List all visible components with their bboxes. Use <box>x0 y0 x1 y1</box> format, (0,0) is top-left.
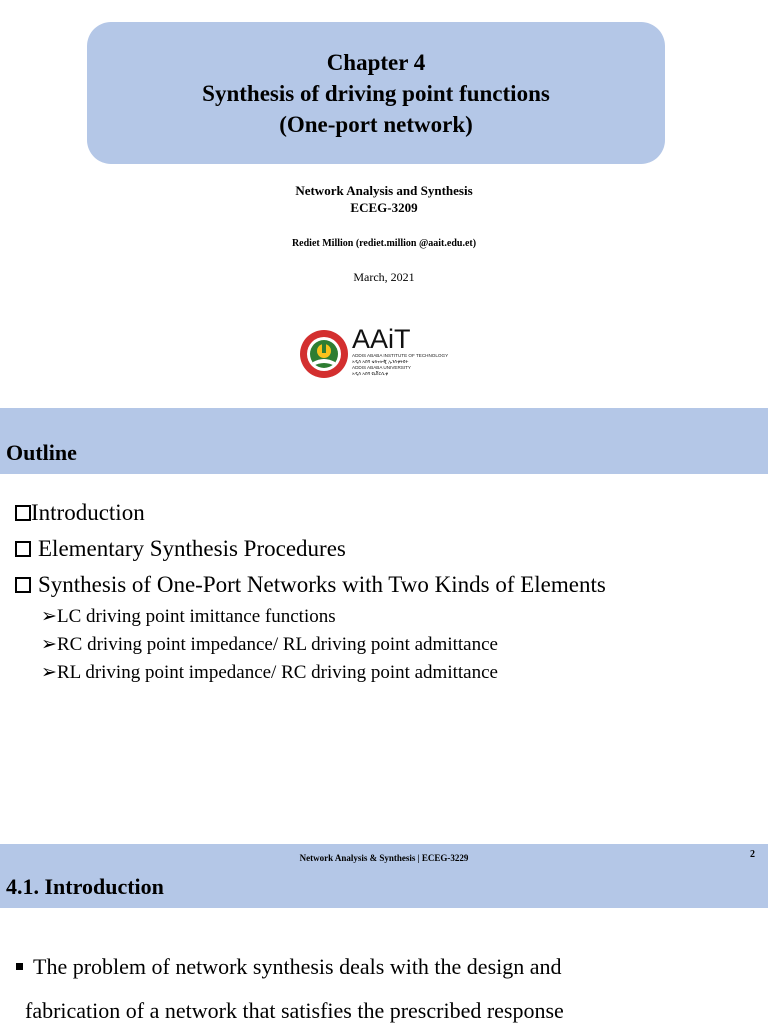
sub-list-item <box>15 603 765 631</box>
square-bullet-icon <box>16 963 23 970</box>
aait-logo <box>299 325 449 385</box>
logo-line: አዲስ አበባ ቴክኖሎጂ ኢንስቲትዩት <box>352 359 409 364</box>
outline-heading: Outline <box>6 440 77 465</box>
arrow-bullet-icon: ➢ <box>41 662 57 683</box>
sub-list-item <box>15 631 765 659</box>
author: Rediet Million (rediet.million @aait.edu.et) <box>291 238 477 249</box>
sub-list-item-label: RC driving point impedance/ RL driving point admittance <box>57 634 498 655</box>
introduction-heading: 4.1. Introduction <box>6 874 164 899</box>
introduction-header-bar <box>0 868 768 908</box>
logo-line: አዲስ አበባ ዩኒቨርሲቲ <box>352 371 388 376</box>
chapter-subtitle: (One-port network) <box>279 111 473 137</box>
checkbox-bullet-icon <box>15 541 31 557</box>
university-emblem-icon <box>299 329 349 379</box>
list-item <box>15 531 765 567</box>
arrow-bullet-icon: ➢ <box>41 606 57 627</box>
footer-text: Network Analysis & Synthesis | ECEG-3229 <box>299 853 469 863</box>
sub-list-item <box>15 659 765 687</box>
chapter-label: Chapter 4 <box>326 49 426 75</box>
chapter-title: Synthesis of driving point functions <box>202 80 550 106</box>
logo-name: AAiT <box>352 324 411 354</box>
outline-header-bar <box>0 408 768 474</box>
outline-list <box>15 495 765 687</box>
logo-text <box>352 325 448 377</box>
course-code: ECEG-3209 <box>350 200 418 215</box>
checkbox-bullet-icon <box>15 577 31 593</box>
sub-list-item-label: RL driving point impedance/ RC driving point admittance <box>57 662 498 683</box>
list-item <box>15 567 765 603</box>
introduction-paragraph <box>16 945 756 1033</box>
date: March, 2021 <box>353 270 415 284</box>
paragraph-text: The problem of network synthesis deals with the design and <box>33 954 562 979</box>
page-number: 2 <box>750 849 755 860</box>
logo-line: ADDIS ABABA UNIVERSITY <box>352 365 411 370</box>
course-name: Network Analysis and Synthesis <box>295 183 473 198</box>
footer-bar <box>0 844 768 868</box>
paragraph-line: fabrication of a network that satisfies the prescribed response <box>25 998 564 1023</box>
list-item-label: Introduction <box>31 500 145 525</box>
list-item-label: Synthesis of One-Port Networks with Two Kinds of Elements <box>38 572 606 597</box>
logo-line: ADDIS ABABA INSTITUTE OF TECHNOLOGY <box>352 353 449 358</box>
checkbox-bullet-icon <box>15 505 31 521</box>
list-item <box>15 495 765 531</box>
paragraph-line <box>16 945 756 989</box>
list-item-label: Elementary Synthesis Procedures <box>38 536 346 561</box>
title-box <box>87 22 665 164</box>
sub-list-item-label: LC driving point imittance functions <box>57 606 336 627</box>
arrow-bullet-icon: ➢ <box>41 634 57 655</box>
course-info <box>0 182 768 216</box>
